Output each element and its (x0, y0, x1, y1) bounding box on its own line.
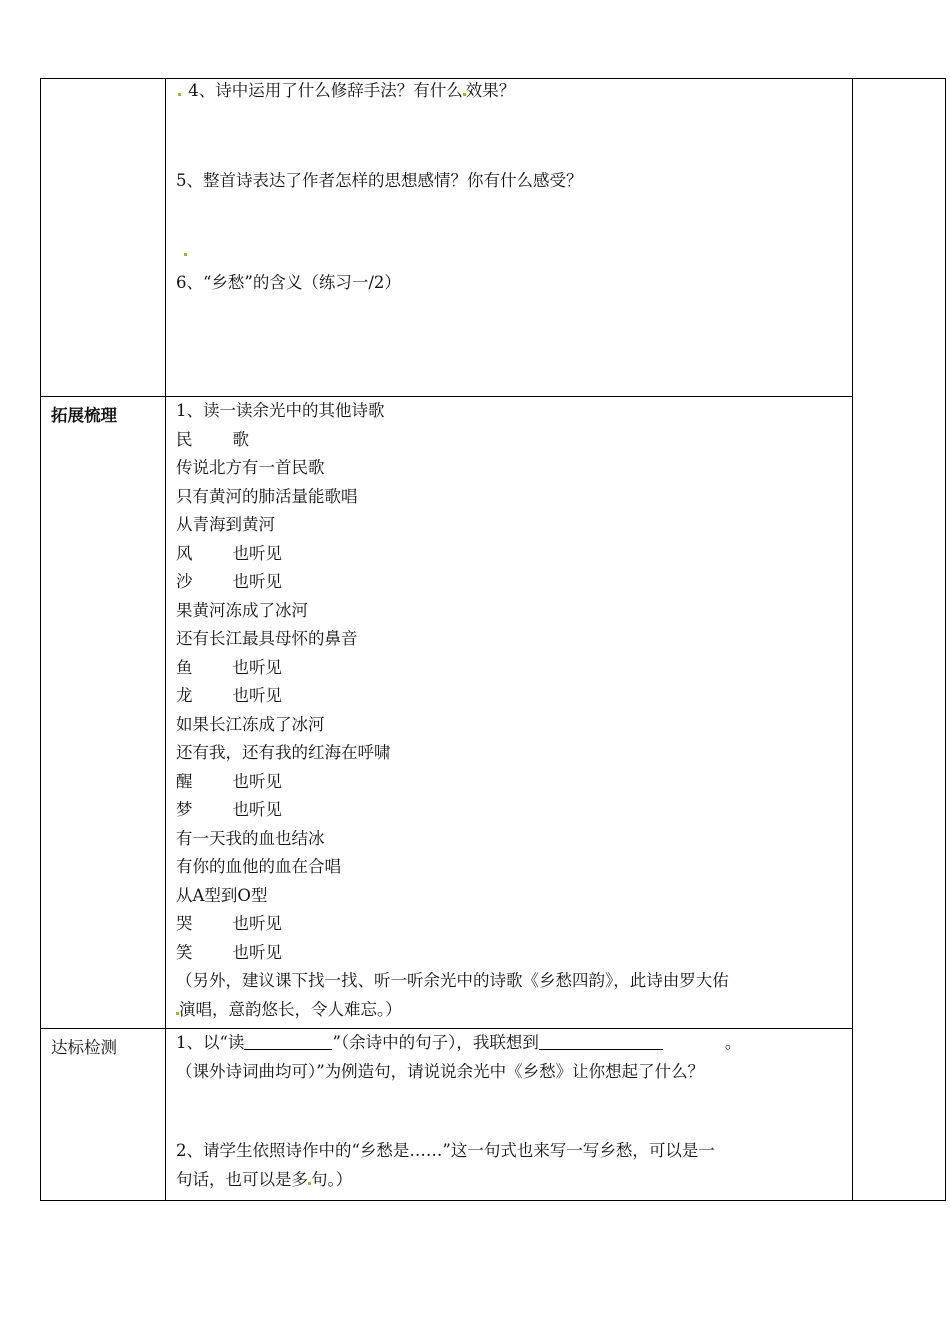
poem-line-text: 只有黄河的肺活量能歌唱 (176, 486, 358, 506)
poem-line-refrain: 也听见 (232, 771, 282, 791)
poem-line-text: 鱼 (176, 657, 193, 677)
poem-line (176, 454, 846, 483)
fill-blank[interactable] (539, 1031, 663, 1050)
poem-line (176, 511, 846, 540)
poem-line-text: 龙 (176, 686, 193, 705)
poem-line-text: 民 (176, 429, 193, 449)
extension-note-line2: 演唱，意韵悠长，令人难忘。） (176, 996, 846, 1025)
poem-line-text: 有一天我的血也结冰 (176, 828, 325, 848)
assessment-q2-line1: 2、请学生依照诗作中的“乡愁是……”这一句式也来写一写乡愁，可以是一 (176, 1141, 715, 1160)
poem-line (176, 739, 846, 768)
assessment-q1-line1: 1、以“读 ”（余诗中的句子），我联想到 。 (176, 1033, 742, 1052)
poem-line-refrain: 也听见 (232, 914, 282, 933)
poem-line (176, 625, 846, 654)
green-dot-mark (184, 253, 187, 256)
poem-line-text: 传说北方有一首民歌 (176, 458, 325, 477)
poem-line (176, 540, 846, 569)
table-row-questions (41, 79, 946, 397)
section-label-extension: 拓展梳理 (41, 397, 166, 1029)
poem-line-refrain: 也听见 (232, 657, 282, 677)
fill-blank[interactable] (244, 1031, 332, 1050)
poem-line (176, 939, 846, 968)
poem-line-refrain: 也听见 (232, 800, 282, 819)
poem-line-text: 从青海到黄河 (176, 515, 275, 534)
assessment-q1-line2: （课外诗词曲均可）”为例造句，请说说余光中《乡愁》让你想起了什么？ (176, 1061, 705, 1081)
poem-line (176, 483, 846, 512)
poem-line (176, 825, 846, 854)
question-6: 6、“乡愁”的含义（练习一/2） (176, 273, 401, 292)
poem-line-refrain: 也听见 (232, 572, 282, 591)
poem-line (176, 711, 846, 740)
poem-line (176, 654, 846, 683)
margin-column (853, 79, 946, 1201)
poem-line-text: 梦 (176, 800, 193, 819)
row-label-empty (41, 79, 166, 397)
questions-cell (166, 79, 853, 397)
poem-line-refrain: 也听见 (232, 942, 282, 962)
poem-line (176, 796, 846, 825)
poem-line-refrain: 也听见 (232, 543, 282, 563)
poem-line (176, 853, 846, 882)
poem-line (176, 682, 846, 711)
table-row-extension (41, 397, 946, 1029)
poem-line-text: 醒 (176, 771, 193, 791)
table-row-assessment (41, 1029, 946, 1201)
poem-line (176, 910, 846, 939)
green-dot-mark (178, 93, 181, 96)
poem-line-text: 哭 (176, 914, 193, 933)
poem-line (176, 882, 846, 911)
poem-line-text: 有你的血他的血在合唱 (176, 857, 341, 876)
poem-line-text: 笑 (176, 942, 193, 962)
poem-line (176, 597, 846, 626)
poem-line-text: 风 (176, 543, 193, 563)
assessment-q2-line2: 句话，也可以是多 句。） (176, 1169, 353, 1189)
poem-line-text: 还有长江最具母怀的鼻音 (176, 629, 358, 648)
worksheet-table (40, 78, 946, 1201)
question-4: 4、诗中运用了什么修辞手法？有什么 效果？ (176, 77, 846, 106)
poem-line (176, 768, 846, 797)
answer-space-mark (176, 237, 846, 257)
poem-min-ge (176, 426, 846, 968)
poem-line-text: 从A型到O型 (176, 885, 268, 905)
extension-note-line1: （另外，建议课下找一找、听一听余光中的诗歌《乡愁四韵》，此诗由罗大佑 (176, 971, 729, 990)
section-label-assessment: 达标检测 (41, 1029, 166, 1201)
extension-intro: 1、读一读余光中的其他诗歌 (176, 401, 385, 420)
poem-line (176, 426, 846, 455)
extension-cell (166, 397, 853, 1029)
poem-line-text: 还有我，还有我的红海在呼啸 (176, 743, 391, 762)
poem-line-text: 沙 (176, 572, 193, 591)
question-5: 5、整首诗表达了作者怎样的思想感情？你有什么感受？ (176, 170, 583, 190)
poem-line-text: 如果长江冻成了冰河 (176, 714, 325, 734)
poem-line-refrain: 歌 (232, 429, 249, 449)
assessment-cell (166, 1029, 853, 1201)
poem-line-refrain: 也听见 (232, 686, 282, 705)
poem-line-text: 果黄河冻成了冰河 (176, 600, 308, 620)
poem-line (176, 568, 846, 597)
